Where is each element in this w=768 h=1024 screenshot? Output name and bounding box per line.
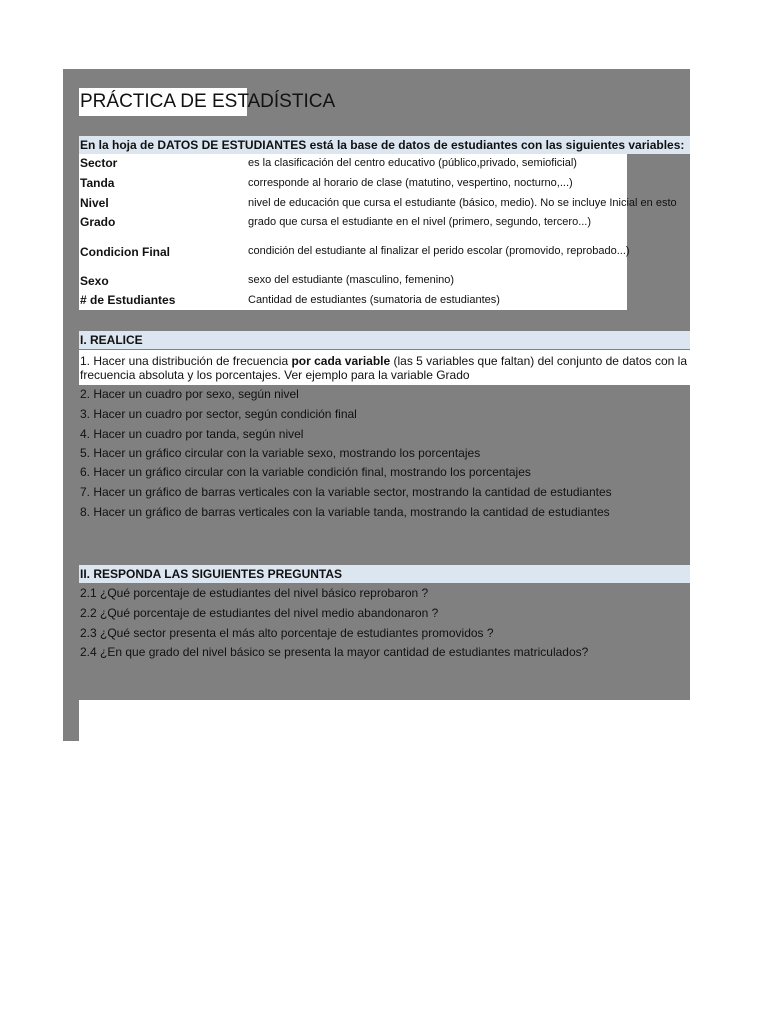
- variable-description: condición del estudiante al finalizar el perido escolar (promovido, reprobado...): [248, 245, 630, 257]
- section1-item: 6. Hacer un gráfico circular con la variable condición final, mostrando los porcentajes: [80, 465, 531, 479]
- section1-item: 3. Hacer un cuadro por sector, según condición final: [80, 407, 357, 421]
- item1-text-b: (las 5 variables que faltan) del conjunto de datos con la frecuencia absoluta y los porcentajes. Ver ejemplo para la variable Grado: [80, 354, 688, 382]
- variable-name: Condicion Final: [80, 245, 170, 259]
- variable-description: nivel de educación que cursa el estudiante (básico, medio). No se incluye Inicial en esto: [248, 197, 677, 209]
- variable-description: corresponde al horario de clase (matutino, vespertino, nocturno,...): [248, 177, 573, 189]
- item1-text-a: 1. Hacer una distribución de frecuencia: [80, 354, 292, 368]
- variable-name: Nivel: [80, 196, 109, 210]
- section1-item: 4. Hacer un cuadro por tanda, según nivel: [80, 427, 304, 441]
- section1-bar: [79, 331, 690, 349]
- variable-description: Cantidad de estudiantes (sumatoria de estudiantes): [248, 294, 500, 306]
- section2-question: 2.3 ¿Qué sector presenta el más alto porcentaje de estudiantes promovidos ?: [80, 626, 494, 640]
- section2-question: 2.2 ¿Qué porcentaje de estudiantes del nivel medio abandonaron ?: [80, 606, 439, 620]
- variable-name: # de Estudiantes: [80, 293, 176, 307]
- variable-description-clip: [248, 197, 690, 212]
- intro-text: En la hoja de DATOS DE ESTUDIANTES está la base de datos de estudiantes con las siguientes variables:: [80, 138, 685, 152]
- variable-name: Tanda: [80, 176, 115, 190]
- section1-item: 8. Hacer un gráfico de barras verticales con la variable tanda, mostrando la cantidad de estudiantes: [80, 505, 610, 519]
- section2-question: 2.1 ¿Qué porcentaje de estudiantes del nivel básico reprobaron ?: [80, 586, 429, 600]
- section1-heading: I. REALICE: [80, 333, 143, 347]
- section1-item: 7. Hacer un gráfico de barras verticales con la variable sector, mostrando la cantidad de estudiantes: [80, 485, 612, 499]
- section2-heading: II. RESPONDA LAS SIGUIENTES PREGUNTAS: [80, 567, 343, 581]
- variable-description: sexo del estudiante (masculino, femenino): [248, 274, 455, 286]
- variable-description: grado que cursa el estudiante en el nivel (primero, segundo, tercero...): [248, 216, 592, 228]
- variable-name: Sexo: [80, 274, 109, 288]
- section1-item: 2. Hacer un cuadro por sexo, según nivel: [80, 387, 299, 401]
- section2-question: 2.4 ¿En que grado del nivel básico se presenta la mayor cantidad de estudiantes matriculados?: [80, 645, 589, 659]
- variable-description: es la clasificación del centro educativo (público,privado, semioficial): [248, 157, 577, 169]
- section1-item: 5. Hacer un gráfico circular con la variable sexo, mostrando los porcentajes: [80, 446, 481, 460]
- variable-name: Sector: [80, 156, 118, 170]
- sheet-background-tail: [63, 700, 79, 741]
- item1-text-bold: por cada variable: [291, 354, 391, 368]
- variable-name: Grado: [80, 215, 116, 229]
- page-title: PRÁCTICA DE ESTADÍSTICA: [80, 91, 336, 112]
- section1-item: [80, 354, 690, 382]
